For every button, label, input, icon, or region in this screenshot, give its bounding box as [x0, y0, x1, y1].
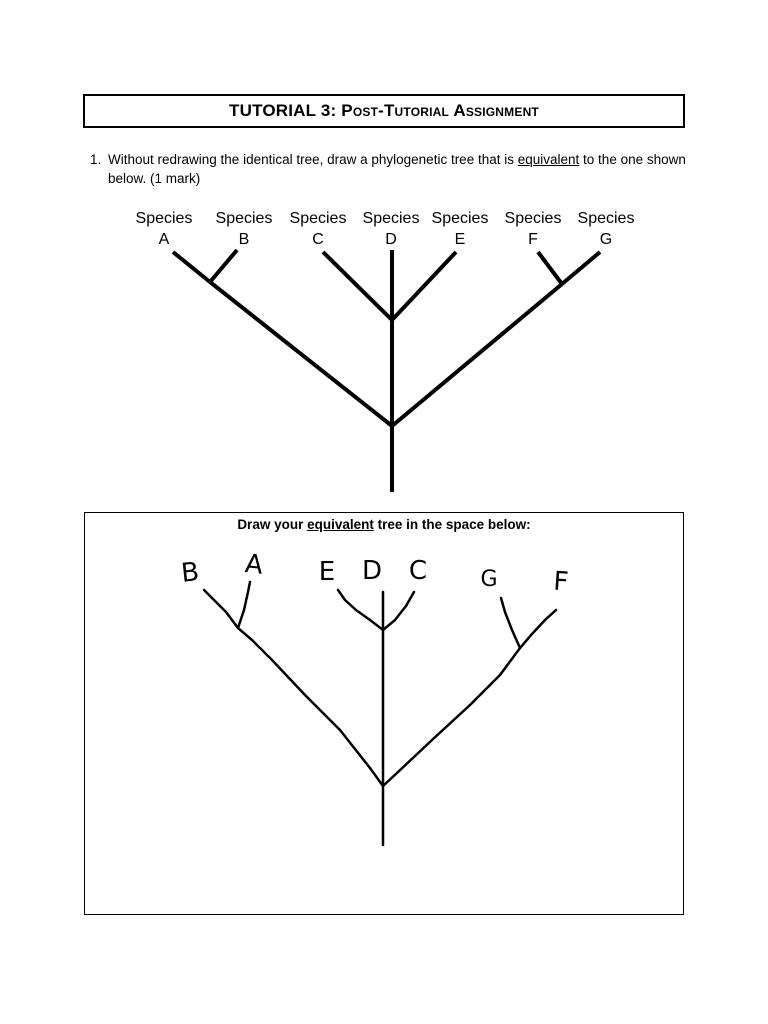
hand-label-d: D: [361, 556, 383, 586]
hand-branch-ede-to-e: [338, 590, 383, 630]
species-label-c-word: Species: [289, 210, 347, 227]
hand-label-c: C: [408, 556, 428, 586]
question-text-after: to the one shown below. (1 mark): [108, 152, 686, 186]
hand-branch-ab-to-a: [238, 582, 250, 628]
hand-label-b: B: [179, 557, 201, 589]
answer-title-emphasis: equivalent: [307, 517, 374, 532]
hand-branch-root-to-ab: [238, 628, 383, 786]
species-label-a-word: Species: [135, 210, 193, 227]
hand-label-g: G: [480, 567, 498, 592]
hand-label-a: A: [243, 549, 265, 581]
species-label-f-word: Species: [504, 210, 562, 227]
hand-branch-gf-to-g: [501, 598, 520, 648]
question-emphasis: equivalent: [517, 152, 580, 167]
hand-label-e: E: [318, 557, 336, 587]
page-title: TUTORIAL 3: Post-Tutorial Assignment: [229, 101, 539, 120]
hand-branch-ede-to-c: [383, 592, 414, 630]
species-label-e-letter: E: [454, 231, 466, 248]
species-label-b-word: Species: [215, 210, 273, 227]
hand-branch-root-to-gf: [383, 648, 520, 786]
hand-label-f: F: [552, 566, 570, 598]
species-label-f-letter: F: [528, 231, 538, 248]
species-label-g-letter: G: [599, 231, 613, 248]
species-label-a-letter: A: [158, 231, 170, 248]
hand-branch-gf-to-f: [520, 610, 556, 648]
hand-branch-ab-to-b: [204, 590, 238, 628]
species-label-e-word: Species: [431, 210, 489, 227]
species-label-d-word: Species: [362, 210, 420, 227]
species-label-c-letter: C: [312, 231, 324, 248]
handwritten-branches: [204, 582, 556, 845]
question-text-before: Without redrawing the identical tree, draw a phylogenetic tree that is: [108, 152, 518, 167]
species-label-d-letter: D: [385, 231, 397, 248]
answer-title-after: tree in the space below:: [373, 517, 531, 532]
species-label-b-letter: B: [238, 231, 250, 248]
species-label-g-word: Species: [577, 210, 635, 227]
handwritten-leaf-labels: [180, 549, 570, 597]
answer-title-before: Draw your: [237, 517, 308, 532]
question-number: 1.: [90, 152, 102, 167]
